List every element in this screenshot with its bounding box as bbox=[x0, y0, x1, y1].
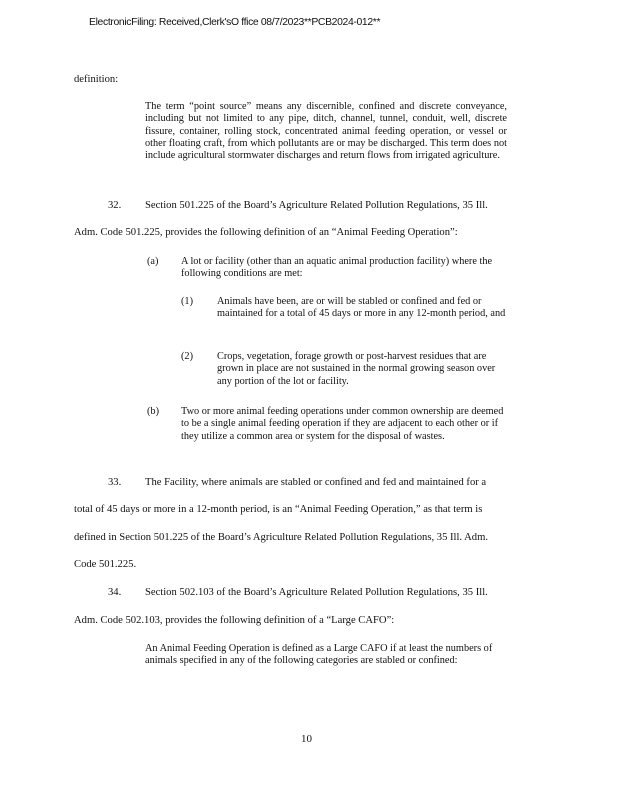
subsection-text: Crops, vegetation, forage growth or post-harvest residues that are grown in place are not sustained in the normal growing season over any portion of the lot or facility. bbox=[217, 351, 496, 387]
body-line: Code 501.225. bbox=[74, 559, 137, 570]
body-line: Section 501.225 of the Board’s Agriculture Related Pollution Regulations, 35 Ill. bbox=[145, 200, 488, 211]
body-line: Section 502.103 of the Board’s Agriculture Related Pollution Regulations, 35 Ill. bbox=[145, 587, 488, 598]
body-line: defined in Section 501.225 of the Board’s Agriculture Related Pollution Regulations, 35 Ill. Adm. bbox=[74, 532, 488, 543]
subsection-marker: (2) bbox=[181, 351, 194, 362]
subsection-text: Animals have been, are or will be stabled or confined and fed or maintained for a total of 45 days or more in any 12-month period, and bbox=[217, 296, 506, 320]
body-line: Adm. Code 501.225, provides the following definition of an “Animal Feeding Operation”: bbox=[74, 227, 458, 238]
subsection-marker: (a) bbox=[147, 256, 159, 267]
subsection-text: A lot or facility (other than an aquatic animal production facility) where the following conditions are met: bbox=[181, 256, 493, 280]
body-line: The Facility, where animals are stabled or confined and fed and maintained for a bbox=[145, 477, 487, 488]
block-quote-large-cafo: An Animal Feeding Operation is defined as a Large CAFO if at least the numbers of animals specified in any of the following categories are stabled or confined: bbox=[145, 643, 493, 667]
paragraph-number: 33. bbox=[108, 477, 122, 488]
electronic-filing-header: ElectronicFiling: Received,Clerk'sO ffice 08/7/2023**PCB2024-012** bbox=[89, 17, 381, 28]
body-line: total of 45 days or more in a 12-month period, is an “Animal Feeding Operation,” as that term is bbox=[74, 504, 483, 515]
block-quote-point-source: The term “point source” means any discernible, confined and discrete conveyance, including but not limited to any pipe, ditch, channel, tunnel, conduit, well, discrete fissure, container, rolling stock, concentrated animal feeding operation, or vessel or other floating craft, from which pollutants are or may be discharged. This term does not include agricultural stormwater discharges and return flows from irrigated agriculture. bbox=[145, 101, 507, 162]
subsection-marker: (b) bbox=[147, 406, 160, 417]
subsection-text: Two or more animal feeding operations under common ownership are deemed to be a single animal feeding operation if they are adjacent to each other or if they utilize a common area or system for the disposal of wastes. bbox=[181, 406, 504, 442]
paragraph-number: 34. bbox=[108, 587, 122, 598]
paragraph-number: 32. bbox=[108, 200, 122, 211]
page-number: 10 bbox=[301, 733, 312, 745]
subsection-marker: (1) bbox=[181, 296, 194, 307]
body-line: definition: bbox=[74, 74, 119, 85]
body-line: Adm. Code 502.103, provides the following definition of a “Large CAFO”: bbox=[74, 615, 395, 626]
